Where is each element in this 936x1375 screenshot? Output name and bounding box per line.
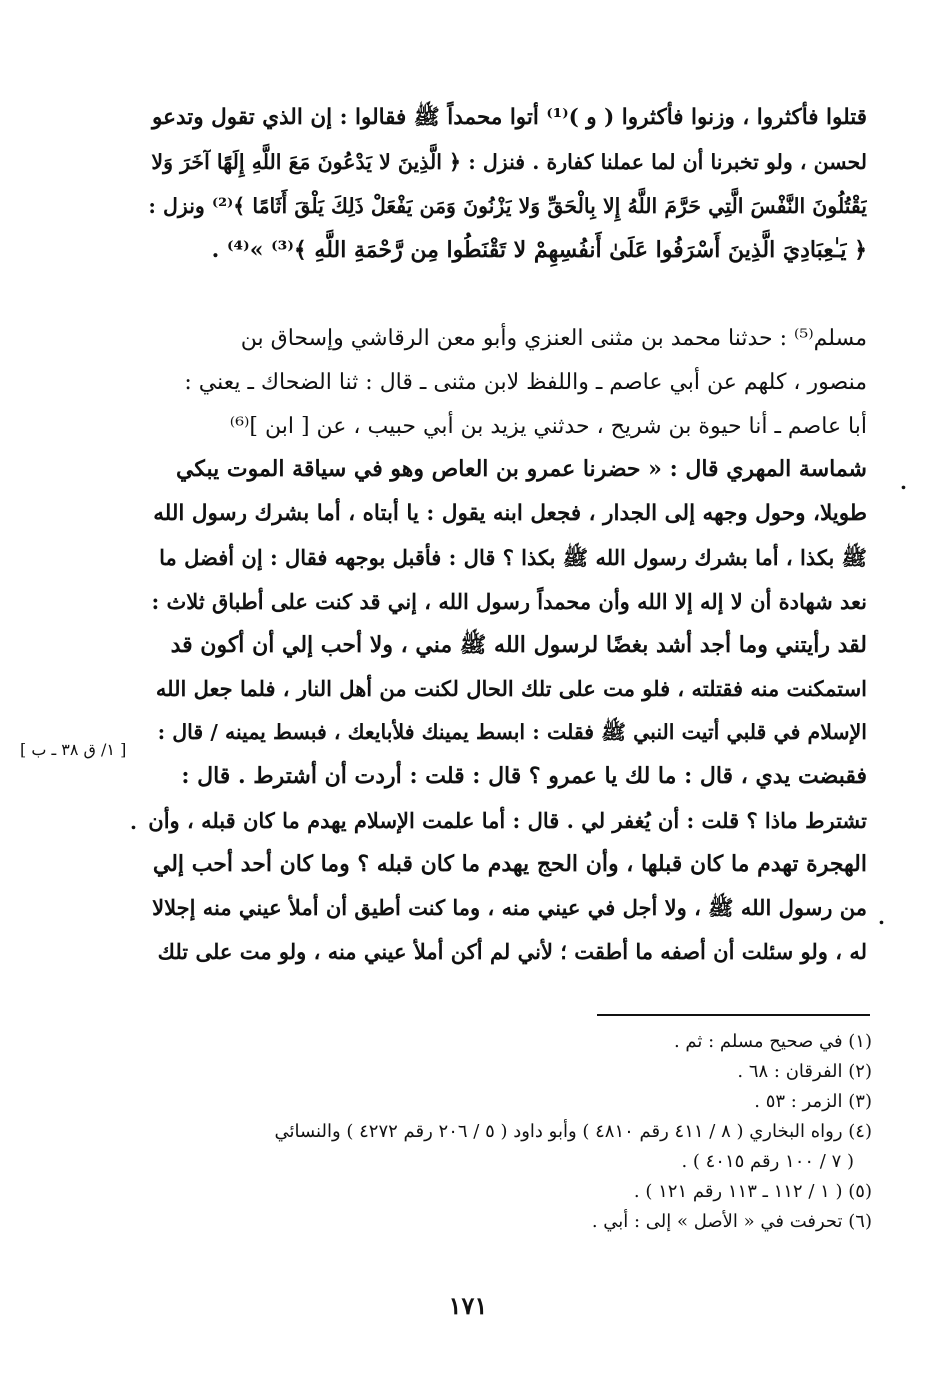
footnote: (٢) الفرقان : ٦٨ . <box>737 1061 872 1082</box>
isnad-line: منصور ، كلهم عن أبي عاصم ـ واللفظ لابن مثنى ـ قال : ثنا الضحاك ـ يعني : <box>184 369 867 395</box>
text-line: طويلا، وحول وجهه إلى الجدار ، فجعل ابنه يقول : يا أبتاه ، أما بشرك رسول الله <box>153 501 867 527</box>
text-line: فقبضت يدي ، قال : ما لك يا عمرو ؟ قال : قلت : أردت أن أشترط . قال : <box>181 762 867 789</box>
footnote: (٥) ( ١ / ١١٢ ـ ١١٣ رقم ١٢١ ) . <box>633 1181 872 1202</box>
text-line: له ، ولو سئلت أن أصفه ما أطقت ؛ لأني لم أكن أملأ عيني منه ، ولو مت على تلك <box>157 939 867 965</box>
text-line: ﴿ يَـٰعِبَادِيَ الَّذِينَ أَسْرَفُوا عَلَىٰ أَنفُسِهِمْ لا تَقْنَطُوا مِن رَّحْمَةِ اللَّهِ ﴾⁽³⁾ »⁽⁴⁾ . <box>211 237 867 263</box>
manuscript-folio-note: [ ١/ ق ٣٨ ـ ب ] <box>20 740 127 759</box>
paragraph-hadith-continuation <box>145 96 867 272</box>
footnotes <box>130 1027 872 1237</box>
footnote-divider <box>597 1014 870 1016</box>
text-line: ﷺ بكذا ، أما بشرك رسول الله ﷺ بكذا ؟ قال : فأقبل بوجهه فقال : إن أفضل ما <box>159 544 867 570</box>
text-line: الإسلام في قلبي أتيت النبي ﷺ فقلت : ابسط يمينك فلأبايعك ، فبسط يمينه / قال : <box>157 720 867 745</box>
text-line: تشترط ماذا ؟ قلت : أن يُغفر لي . قال : أما علمت الإسلام يهدم ما كان قبله ، وأن <box>148 807 867 833</box>
footnote: ( ٧ / ١٠٠ رقم ٤٠١٥ ) . <box>681 1151 854 1172</box>
margin-dot: . <box>900 470 907 494</box>
text-line: لقد رأيتني وما أجد أشد بغضًا لرسول الله ﷺ مني ، ولا أحب إلي أن أكون قد <box>170 631 867 658</box>
text-line: من رسول الله ﷺ ، ولا أجل في عيني منه ، وما كنت أطيق أن أملأ عيني منه إجلالا <box>152 895 867 921</box>
footnote: (٦) تحرفت في « الأصل » إلى : أبي . <box>591 1211 872 1232</box>
text-line: قتلوا فأكثروا ، وزنوا فأكثروا ( و )⁽¹⁾ أتوا محمداً ﷺ فقالوا : إن الذي تقول وتدعو <box>152 105 867 130</box>
text-line: لحسن ، ولو تخبرنا أن لما عملنا كفارة . فنزل : ﴿ الَّذِينَ لا يَدْعُونَ مَعَ اللَّهِ إِلَهًا آخَرَ وَلا <box>151 150 867 174</box>
paragraph-muslim-narration <box>145 317 867 974</box>
text-line: يَقْتُلُونَ النَّفْسَ الَّتِي حَرَّمَ اللَّهُ إِلا بِالْحَقِّ وَلا يَزْنُونَ وَمَن يَفْعَلْ ذَلِكَ يَلْقَ أَثَامًا ﴾⁽²⁾ ونزل : <box>148 194 867 218</box>
margin-dot: . <box>878 905 885 929</box>
footnote: (٤) رواه البخاري ( ٨ / ٤١١ رقم ٤٨١٠ ) وأبو داود ( ٥ / ٢٠٦ رقم ٤٢٧٢ ) والنسائي <box>274 1121 872 1142</box>
text-line: الهجرة تهدم ما كان قبلها ، وأن الحج يهدم ما كان قبله ؟ وما كان أحد أحب إلي <box>152 850 867 877</box>
margin-dot: . <box>130 810 137 834</box>
footnote: (٣) الزمر : ٥٣ . <box>754 1091 872 1112</box>
page-number: ١٧١ <box>448 1291 488 1320</box>
footnote: (١) في صحيح مسلم : ثم . <box>673 1031 872 1052</box>
isnad-line: أبا عاصم ـ أنا حيوة بن شريح ، حدثني يزيد بن أبي حبيب ، عن [ ابن ]⁽⁶⁾ <box>229 413 867 439</box>
text-line: نعد شهادة أن لا إله إلا الله وأن محمداً رسول الله ، إني قد كنت على أطباق ثلاث : <box>151 588 867 614</box>
isnad-line: مسلم⁽⁵⁾ : حدثنا محمد بن مثنى العنزي وأبو معن الرقاشي وإسحاق بن <box>240 326 867 351</box>
text-line: استمكنت منه فقتلته ، فلو مت على تلك الحال لكنت من أهل النار ، فلما جعل الله <box>155 676 867 702</box>
text-line: شماسة المهري قال : « حضرنا عمرو بن العاص وهو في سياقة الموت يبكي <box>175 456 867 483</box>
